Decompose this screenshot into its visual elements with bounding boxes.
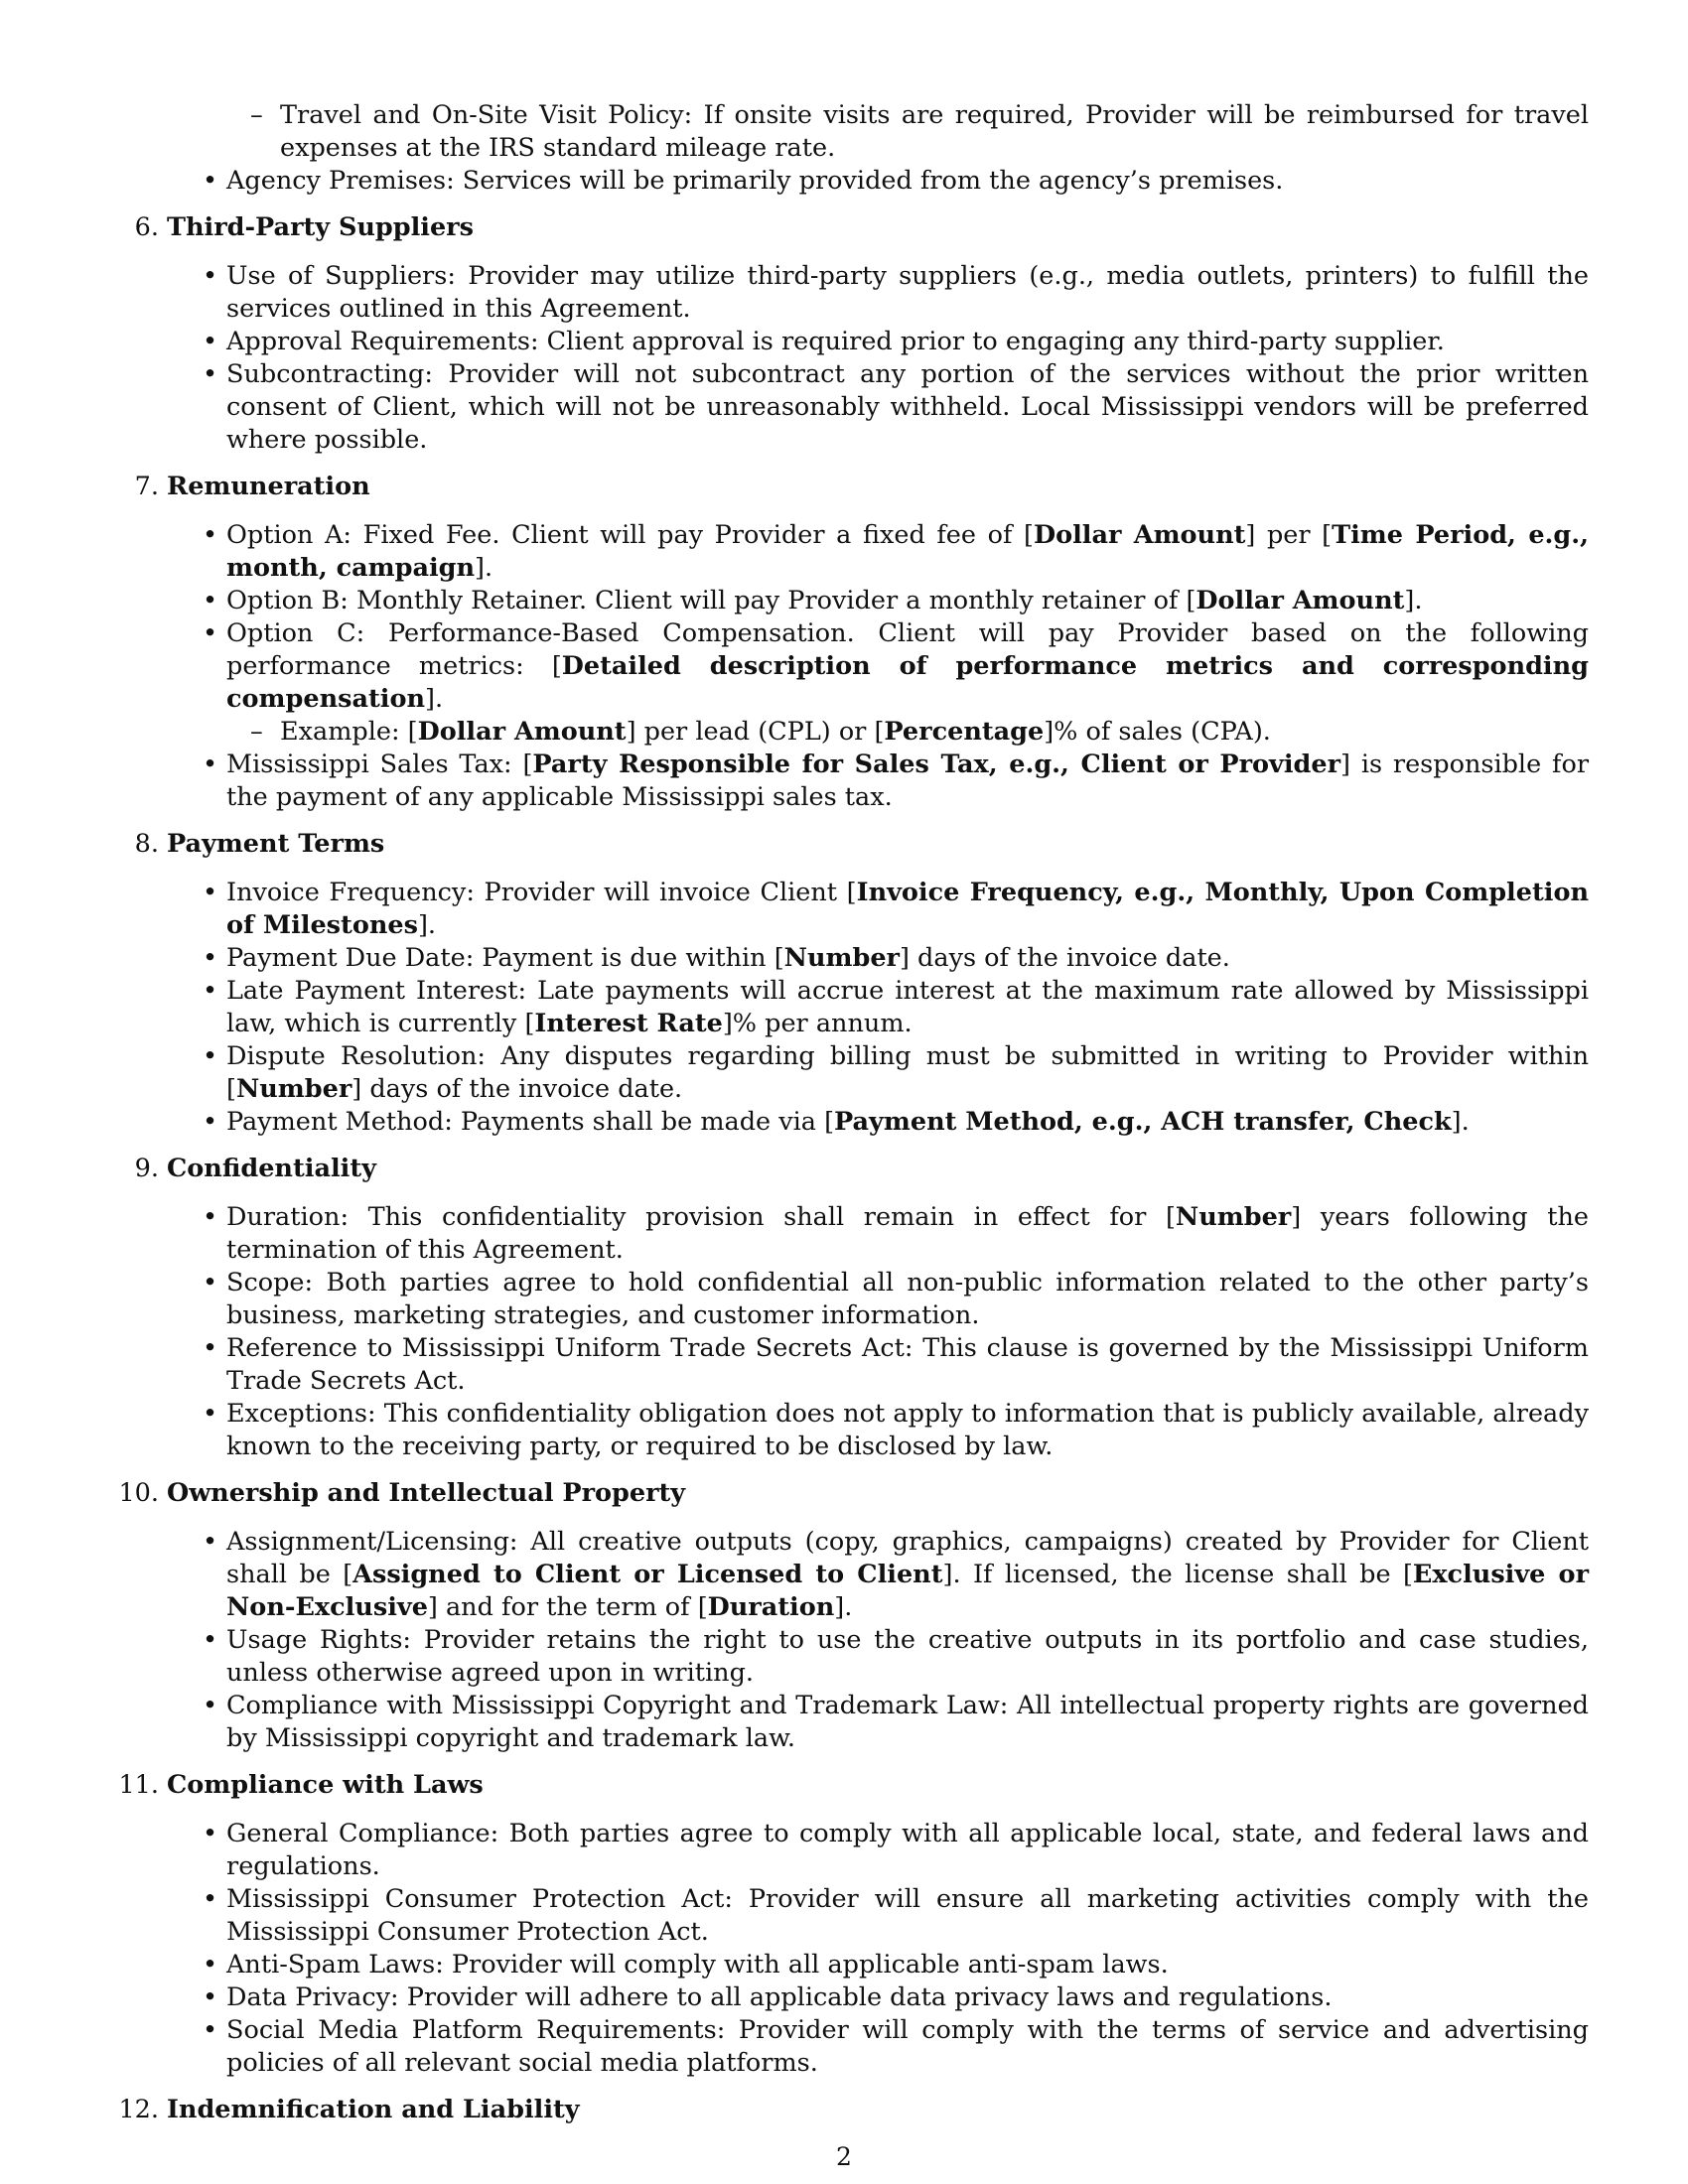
list-item: • Compliance with Mississippi Copyright and Trademark Law: All intellectual property rights are governed by Mississippi copyright and trademark law.: [226, 1690, 1589, 1755]
list-item: • Option B: Monthly Retainer. Client will pay Provider a monthly retainer of [Dollar Amount].: [226, 585, 1589, 617]
section-number: 12.: [118, 2095, 159, 2124]
agency-premises-item: • Agency Premises: Services will be primarily provided from the agency’s premises.: [226, 165, 1589, 198]
list-item: • Social Media Platform Requirements: Provider will comply with the terms of service and advertising policies of all relevant social media platforms.: [226, 2014, 1589, 2080]
list-item: • Anti-Spam Laws: Provider will comply with all applicable anti-spam laws.: [226, 1949, 1589, 1981]
section-number: 10.: [118, 1478, 159, 1508]
top-dash-list: [280, 99, 1589, 165]
list-item: • Duration: This confidentiality provision shall remain in effect for [Number] years following the termination of this Agreement.: [226, 1201, 1589, 1267]
example-item: – Example: [Dollar Amount] per lead (CPL) or [Percentage]% of sales (CPA).: [280, 716, 1589, 749]
list-item: • Payment Due Date: Payment is due within [Number] days of the invoice date.: [226, 942, 1589, 975]
section-number: 6.: [134, 212, 159, 242]
section-number: 11.: [118, 1770, 159, 1800]
section-title: Indemnification and Liability: [167, 2095, 580, 2124]
list-item: • Mississippi Consumer Protection Act: Provider will ensure all marketing activities comply with the Mississippi Consumer Protection Act.: [226, 1883, 1589, 1949]
list-item: • Late Payment Interest: Late payments will accrue interest at the maximum rate allowed by Mississippi law, which is currently [Interest Rate]% per annum.: [226, 975, 1589, 1040]
section-heading-11: [118, 1769, 1589, 1802]
section-title: Third-Party Suppliers: [167, 212, 474, 242]
list-item: • Dispute Resolution: Any disputes regarding billing must be submitted in writing to Provider within [Number] days of the invoice date.: [226, 1040, 1589, 1106]
list-item: • Usage Rights: Provider retains the right to use the creative outputs in its portfolio and case studies, unless otherwise agreed upon in writing.: [226, 1624, 1589, 1690]
list-item: • Mississippi Sales Tax: [Party Responsible for Sales Tax, e.g., Client or Provider] is responsible for the payment of any applicable Mississippi sales tax.: [226, 749, 1589, 814]
option-c-example-list: [280, 716, 1589, 749]
list-item: • Invoice Frequency: Provider will invoice Client [Invoice Frequency, e.g., Monthly, Upon Completion of Milestones].: [226, 877, 1589, 942]
section-10-list: [226, 1526, 1589, 1755]
list-item: • Exceptions: This confidentiality obligation does not apply to information that is publicly available, already known to the receiving party, or required to be disclosed by law.: [226, 1398, 1589, 1463]
section-title: Compliance with Laws: [167, 1770, 484, 1800]
section-number: 9.: [134, 1154, 159, 1183]
list-item: • Approval Requirements: Client approval is required prior to engaging any third-party supplier.: [226, 326, 1589, 358]
list-item: • Reference to Mississippi Uniform Trade Secrets Act: This clause is governed by the Mississippi Uniform Trade Secrets Act.: [226, 1332, 1589, 1398]
list-item: • Scope: Both parties agree to hold confidential all non-public information related to the other party’s business, marketing strategies, and customer information.: [226, 1267, 1589, 1332]
section-title: Remuneration: [167, 472, 370, 501]
list-item: • Option C: Performance-Based Compensation. Client will pay Provider based on the following performance metrics: [Detailed description of performance metrics and corresponding compensation].: [226, 617, 1589, 716]
section-number: 8.: [134, 829, 159, 859]
section-8-list: [226, 877, 1589, 1139]
section-heading-7: [134, 471, 1589, 503]
page-number: 2: [836, 2142, 852, 2171]
list-item: • Assignment/Licensing: All creative outputs (copy, graphics, campaigns) created by Provider for Client shall be [Assigned to Client or Licensed to Client]. If licensed, the license shall be [Exclusive or Non-Exclusive] and for the term of [Duration].: [226, 1526, 1589, 1624]
list-item: • Use of Suppliers: Provider may utilize third-party suppliers (e.g., media outlets, printers) to fulfill the services outlined in this Agreement.: [226, 260, 1589, 326]
section-6-list: [226, 260, 1589, 457]
document-page: [118, 99, 1590, 2142]
list-item: • General Compliance: Both parties agree to comply with all applicable local, state, and federal laws and regulations.: [226, 1818, 1589, 1883]
section-heading-12: [118, 2094, 1589, 2126]
top-bullet-list: [226, 165, 1589, 198]
section-title: Ownership and Intellectual Property: [167, 1478, 686, 1508]
travel-policy-item: – Travel and On-Site Visit Policy: If onsite visits are required, Provider will be reimbursed for travel expenses at the IRS standard mileage rate.: [280, 99, 1589, 165]
section-heading-9: [134, 1153, 1589, 1185]
list-item: • Subcontracting: Provider will not subcontract any portion of the services without the prior written consent of Client, which will not be unreasonably withheld. Local Mississippi vendors will be preferred where possible.: [226, 358, 1589, 457]
section-title: Confidentiality: [167, 1154, 376, 1183]
section-title: Payment Terms: [167, 829, 385, 859]
list-item: • Option A: Fixed Fee. Client will pay Provider a fixed fee of [Dollar Amount] per [Time Period, e.g., month, campaign].: [226, 519, 1589, 585]
section-9-list: [226, 1201, 1589, 1463]
section-heading-8: [134, 828, 1589, 861]
section-7-list: [226, 519, 1589, 814]
list-item: • Data Privacy: Provider will adhere to all applicable data privacy laws and regulations.: [226, 1981, 1589, 2014]
list-item: • Payment Method: Payments shall be made via [Payment Method, e.g., ACH transfer, Check].: [226, 1106, 1589, 1139]
section-11-list: [226, 1818, 1589, 2080]
section-heading-10: [118, 1477, 1589, 1510]
section-heading-6: [134, 211, 1589, 244]
section-number: 7.: [134, 472, 159, 501]
